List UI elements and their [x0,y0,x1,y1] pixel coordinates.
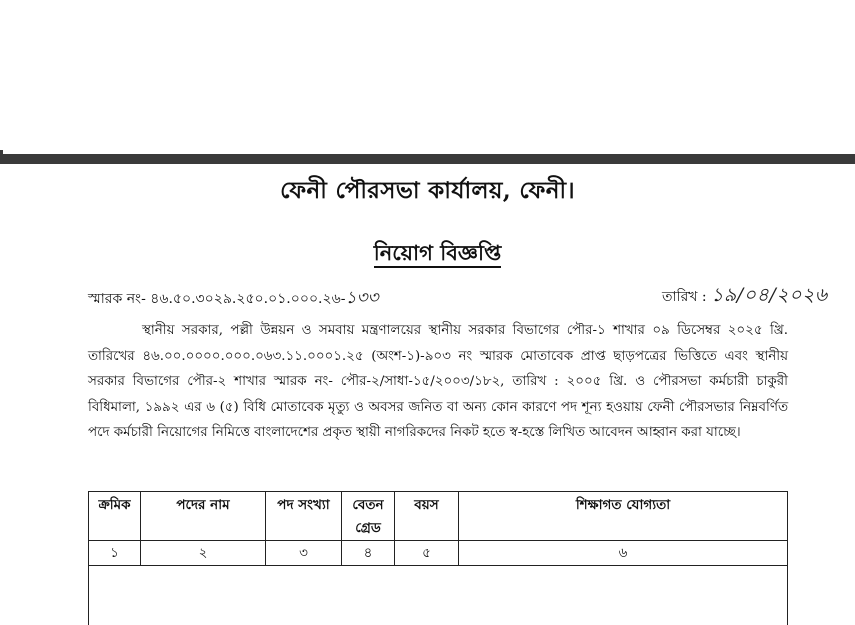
col-number-1: ১ [89,541,141,566]
memo-label: স্মারক নং- ৪৬.৫০.৩০২৯.২৫০.০১.০০০.২৬- [88,291,346,307]
date-label: তারিখ : [662,289,707,305]
header-rule [0,154,855,164]
header-post-count: পদ সংখ্যা [266,492,342,541]
header-qualification: শিক্ষাগত যোগ্যতা [459,492,788,541]
table-header-row [89,492,788,541]
notice-title-text: নিয়োগ বিজ্ঞপ্তি [374,240,502,268]
notice-body [88,318,788,446]
table-body-cell [89,566,788,625]
col-number-4: ৪ [342,541,395,566]
posts-table [88,491,788,625]
header-post-name: পদের নাম [141,492,266,541]
col-number-6: ৬ [459,541,788,566]
col-number-2: ২ [141,541,266,566]
notice-title [0,237,855,272]
memo-line [88,285,379,313]
col-number-3: ৩ [266,541,342,566]
header-age: বয়স [395,492,459,541]
table-body-row [89,566,788,625]
table-number-row [89,541,788,566]
office-title: ফেনী পৌরসভা কার্যালয়, ফেনী। [280,177,575,204]
header-pay-grade: বেতন গ্রেড [342,492,395,541]
date-handwritten-value: ১৯/০৪/২০২৬ [711,284,828,306]
col-number-5: ৫ [395,541,459,566]
notice-body-text: স্থানীয় সরকার, পল্লী উন্নয়ন ও সমবায় মন্ত্রণালয়ের স্থানীয় সরকার বিভাগের পৌর-১ শাখার ০৯ ডিসেম্বর ২০২৫ খ্রি. তারিখের ৪৬.০০.০০০০.০০০.০৬৩.১১.০০০১.২৫ (অংশ-১)-৯০৩ নং স্মারক মোতাবেক প্রাপ্ত ছাড়পত্রের ভিত্তিতে এবং স্থানীয় সরকার বিভাগের পৌর-২ শাখার স্মারক নং- পৌর-২/সাধা-১৫/২০০৩/১৮২, তারিখ : ২০০৫ খ্রি. ও পৌরসভা কর্মচারী চাকুরী বিধিমালা, ১৯৯২ এর ৬ (৫) বিধি মোতাবেক মৃত্যু ও অবসর জনিত বা অন্য কোন কারণে পদ শূন্য হওয়ায় ফেনী পৌরসভার নিম্নবর্ণিত পদে কর্মচারী নিয়োগের নিমিত্তে বাংলাদেশের প্রকৃত স্থায়ী নাগরিকদের নিকট হতে স্ব-হস্তে লিখিত আবেদন আহ্বান করা যাচ্ছে। [88,323,788,441]
header-serial: ক্রমিক [89,492,141,541]
memo-handwritten-number: ১৩৩ [345,288,379,308]
date-line [662,281,828,313]
